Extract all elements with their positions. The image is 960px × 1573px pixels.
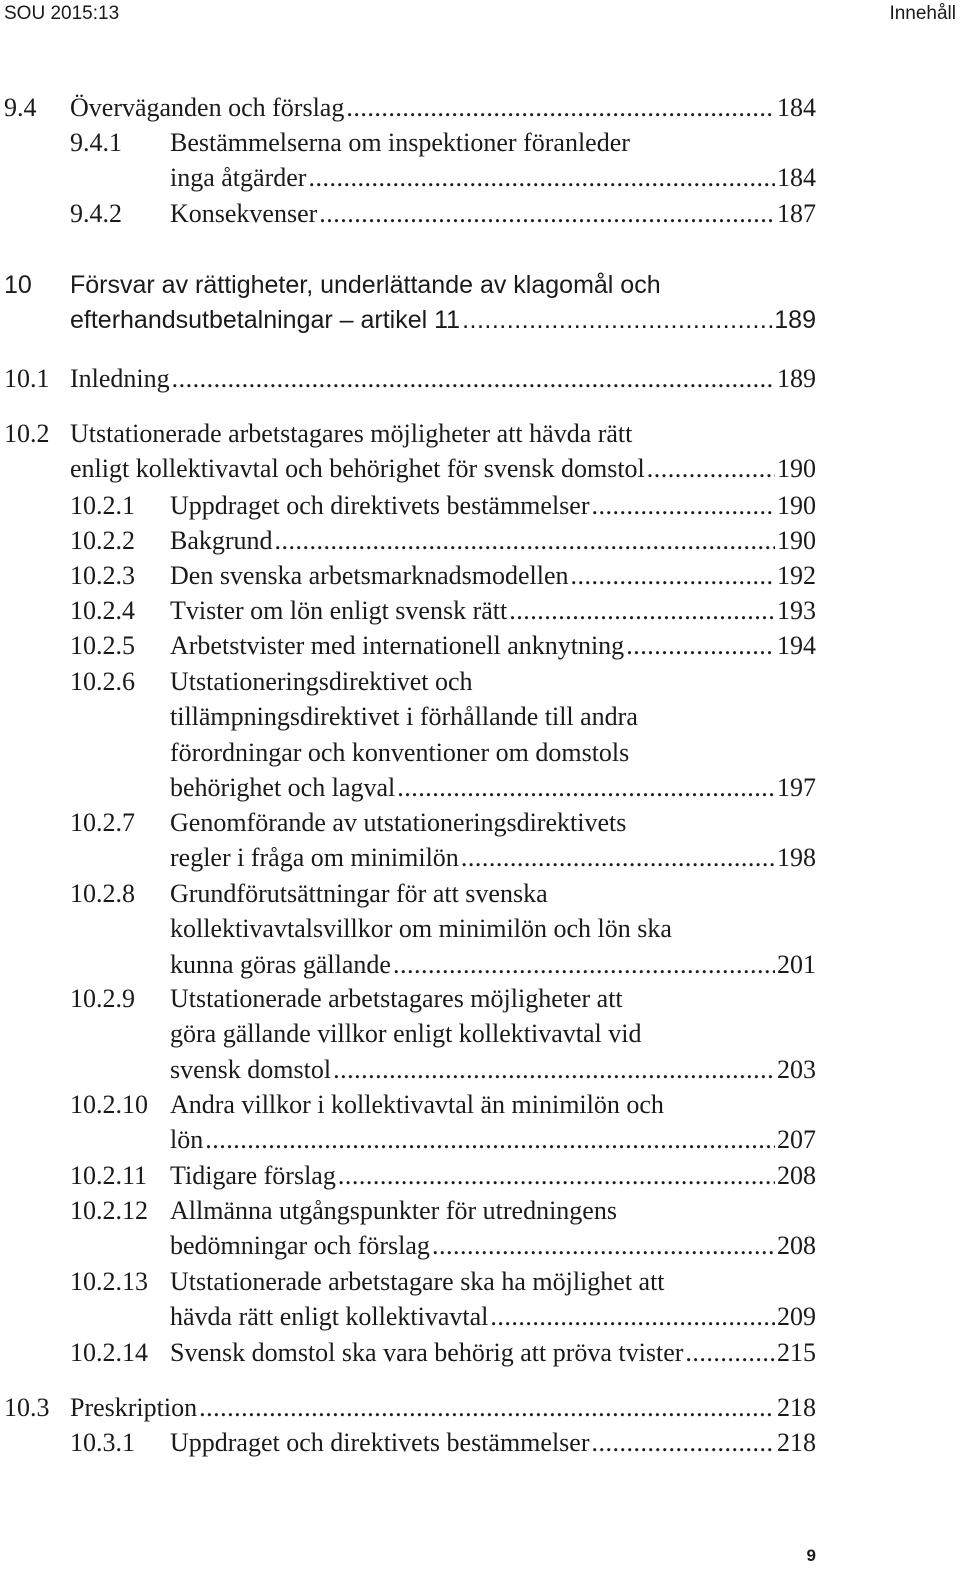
dot-leader	[346, 90, 775, 125]
dot-leader	[319, 196, 775, 231]
toc-entry-title: Bakgrund	[170, 526, 273, 555]
toc-entry-number: 10.2.1	[70, 491, 135, 520]
toc-entry-page: 190	[777, 526, 816, 555]
toc-entry-page: 218	[777, 1428, 816, 1457]
dot-leader	[338, 1158, 775, 1193]
toc-entry-title: enligt kollektivavtal och behörighet för svensk domstol	[70, 454, 645, 484]
toc-entry-title: Försvar av rättigheter, underlättande av klagomål och	[70, 271, 661, 299]
toc-entry-title: Uppdraget och direktivets bestämmelser	[170, 491, 590, 520]
dot-leader	[275, 523, 775, 558]
dot-leader	[172, 361, 775, 396]
section-title: Innehåll	[889, 3, 956, 24]
toc-entry-page: 208	[777, 1161, 816, 1190]
toc-entry-number: 10.2.12	[70, 1196, 148, 1225]
toc-entry-page: 194	[777, 631, 816, 660]
toc-entry-number: 10.2.9	[70, 984, 135, 1013]
toc-entry-page: 189	[777, 364, 816, 393]
dot-leader	[432, 1228, 775, 1263]
toc-entry-title: efterhandsutbetalningar – artikel 11	[70, 306, 461, 335]
dot-leader	[647, 451, 775, 486]
toc-entry-title: Den svenska arbetsmarknadsmodellen	[170, 561, 569, 590]
toc-entry-title: kunna göras gällande	[170, 949, 391, 979]
toc-entry-title: Bestämmelserna om inspektioner föranleder	[170, 128, 630, 157]
toc-entry-number: 10.2.3	[70, 561, 135, 590]
toc-entry-number: 10.2.2	[70, 526, 135, 555]
dot-leader	[490, 1299, 775, 1334]
toc-entry-title: Tvister om lön enligt svensk rätt	[170, 596, 508, 625]
toc-entry-page: 190	[777, 454, 816, 484]
dot-leader	[571, 558, 775, 593]
toc-entry-number: 9.4	[4, 93, 37, 122]
toc-entry-page: 201	[777, 949, 816, 979]
dot-leader	[397, 770, 775, 805]
toc-entry-page: 198	[777, 843, 816, 873]
toc-entry-title: Uppdraget och direktivets bestämmelser	[170, 1428, 590, 1457]
dot-leader	[509, 593, 775, 628]
dot-leader	[333, 1052, 775, 1087]
toc-entry-number: 10.2.13	[70, 1267, 148, 1296]
toc-entry-number: 10.2.4	[70, 596, 135, 625]
toc-entry-page: 209	[777, 1302, 816, 1332]
toc-entry-page: 193	[777, 596, 816, 625]
dot-leader	[199, 1390, 775, 1425]
toc-entry-title: kollektivavtalsvillkor om minimilön och lön ska	[170, 914, 672, 944]
dot-leader	[393, 947, 775, 982]
toc-entry-title: Utstationerade arbetstagares möjligheter att hävda rätt	[70, 419, 633, 448]
toc-entry-number: 10.2.14	[70, 1338, 148, 1367]
dot-leader	[591, 488, 775, 523]
toc-entry-title: Utstationerade arbetstagare ska ha möjlighet att	[170, 1267, 665, 1296]
dot-leader	[462, 303, 772, 338]
toc-entry-number: 10.2.5	[70, 631, 135, 660]
toc-entry-page: 207	[777, 1125, 816, 1155]
toc-entry-title: Andra villkor i kollektivavtal än minimilön och	[170, 1090, 664, 1119]
dot-leader	[685, 1335, 775, 1370]
toc-entry-page: 197	[777, 772, 816, 802]
toc-entry-page: 184	[777, 93, 816, 122]
toc-entry-title: behörighet och lagval	[170, 772, 396, 802]
toc-entry-number: 10.2.7	[70, 808, 135, 837]
toc-entry-number: 10.2.10	[70, 1090, 148, 1119]
toc-entry-title: hävda rätt enligt kollektivavtal	[170, 1302, 489, 1332]
toc-entry-page: 187	[777, 199, 816, 228]
toc-entry-number: 10.3.1	[70, 1428, 135, 1457]
toc-entry-number: 10	[4, 271, 32, 299]
toc-entry-number: 10.2.11	[70, 1161, 148, 1190]
toc-entry-title: Arbetstvister med internationell anknytning	[170, 631, 625, 660]
toc-entry-page: 203	[777, 1054, 816, 1084]
toc-entry-title: Preskription	[70, 1393, 198, 1422]
toc-entry-page: 190	[777, 491, 816, 520]
dot-leader	[205, 1122, 775, 1157]
toc-entry-title: Utstationeringsdirektivet och	[170, 667, 473, 696]
toc-entry-page: 208	[777, 1231, 816, 1261]
toc-entry-title: Överväganden och förslag	[70, 93, 345, 122]
toc-entry-title: förordningar och konventioner om domstols	[170, 737, 630, 767]
dot-leader	[308, 160, 775, 195]
dot-leader	[461, 840, 775, 875]
toc-entry-number: 10.2.6	[70, 667, 135, 696]
page-header	[0, 0, 960, 30]
toc-entry-title: Allmänna utgångspunkter för utredningens	[170, 1196, 617, 1225]
dot-leader	[626, 628, 775, 663]
toc-entry-number: 9.4.2	[70, 199, 122, 228]
toc-entry-number: 10.2	[4, 419, 50, 448]
toc-entry-number: 10.2.8	[70, 879, 135, 908]
toc-entry-page: 184	[777, 163, 816, 193]
toc-entry-title: tillämpningsdirektivet i förhållande till andra	[170, 702, 638, 732]
toc-entry-title: Tidigare förslag	[170, 1161, 336, 1190]
toc-entry-title: Inledning	[70, 364, 170, 393]
toc-entry-page: 215	[777, 1338, 816, 1367]
toc-entry-title: lön	[170, 1125, 204, 1155]
toc-entry-title: Konsekvenser	[170, 199, 318, 228]
toc-entry-number: 10.1	[4, 364, 50, 393]
document-series: SOU 2015:13	[4, 3, 120, 24]
toc-entry-title: svensk domstol	[170, 1054, 332, 1084]
toc-entry-page: 218	[777, 1393, 816, 1422]
toc-entry-title: göra gällande villkor enligt kollektivavtal vid	[170, 1019, 642, 1049]
toc-entry-number: 9.4.1	[70, 128, 122, 157]
page-number: 9	[806, 1546, 816, 1565]
dot-leader	[591, 1425, 775, 1460]
toc-entry-title: Genomförande av utstationeringsdirektivets	[170, 808, 627, 837]
toc-entry-title: Utstationerade arbetstagares möjligheter att	[170, 984, 623, 1013]
toc-entry-page: 189	[774, 306, 816, 335]
toc-entry-page: 192	[777, 561, 816, 590]
toc-entry-number: 10.3	[4, 1393, 50, 1422]
toc-entry-title: bedömningar och förslag	[170, 1231, 430, 1261]
toc-entry-title: inga åtgärder	[170, 163, 307, 193]
toc-entry-title: regler i fråga om minimilön	[170, 843, 459, 873]
toc-entry-title: Svensk domstol ska vara behörig att pröva tvister	[170, 1338, 684, 1367]
toc-entry-title: Grundförutsättningar för att svenska	[170, 879, 548, 908]
